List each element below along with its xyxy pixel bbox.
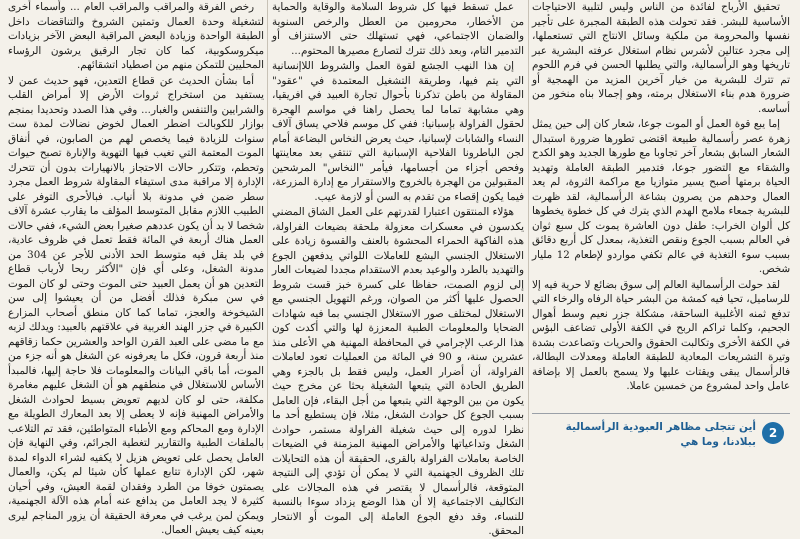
article-column-middle — [272, 0, 524, 537]
pull-quote — [532, 413, 790, 450]
column-divider — [267, 0, 268, 450]
quote-number-badge: 2 — [762, 422, 784, 444]
article-column-right — [532, 0, 790, 450]
paragraph: رخص الفرقة والمراقب والمراقب العام ... وأسماء أخرى لتشغيلة وحدة العمال وتمتين الشروخ والتناقضات داخل الطبقة الواحدة وزيادة البعض المراقبة البعض الآخر بزيادات ميكروسكوبية، كما كان تجار الرقيق يرشون الرؤساء المحليين للتمكن منهم من اصطياد اتشقائهم. — [8, 1, 264, 71]
column-divider — [528, 0, 529, 450]
quote-text: أين تتجلى مظاهر العبودية الرأسمالية ببلادنا، وما هي — [565, 421, 756, 448]
paragraph: إن هذا النهب الجشع لقوة العمل والشروط اللاإنسانية التي يتم فيها، وطريقة التشغيل المعتمدة في "عقود" المقاولة من باطن تذكرنا بأحوال تجارة العبيد في افريقيا، وهي مشابهة تماما لما يحصل راهنا في مواسم الهجرة لحقول الفراولة بإسبانيا: ففي كل موسم فلاحي يساق آلاف النساء والشابات لإسبانيا، حيث يعرض النخاس البضاعة أمام لجن الباطرونا الفلاحية الإسبانية التي تنتقي بعد معاينتها وفحص أجزاء من أجسامها، فيأمر "النخاس" المرشحين المقبولين من الهجرة بالخروج والاستقرار مع إدارة المزرعة، فيما يكون إقصاء من تقدم به السن أو لازمة عيب. — [272, 60, 524, 203]
paragraph: هؤلاء المنتقون اعتبارا لقدرتهم على العمل الشاق المضني يكدسون في معسكرات معزولة ملحقة بضيعات الفراولة، هذه الفاكهة الحمراء المحشوة بالعنف والقسوة زيادة على الاستغلال الجنسي البشع للعاملات اللواتي يدفعهن الجوع والتهديد بالطرد والوعيد بعدم الاستقدام مجددا لضيعات العار إلى لزوم الصمت، حفاظا على كسرة خبز قست شروط الحصول عليها أكثر من الصوان، ورغم التهويل الجنسي مع الاستغلال لمختلف صور الاستغلال الجنسي بما فيه شهادات الضحايا والمعلومات الطبية المعززة لها والتي أكدت كون هذا الرعب الإجرامي في المحافظة المهنية هي الأعلى منذ عشرين سنة، و 90 في المائة من العمليات تعود لعاملات الفراولة، أن أضرار العمل، وليس فقط بل بالجزء وهي الطريق الحادة التي يتبعها الشغيلة بحثا عن مخرج حيث يكون من بين الوجهة التي يتبعها من أجل البقاء، فإن العامل بسبب الجوع كل حوادث الشغل، مثلا، فإن يستطيع أحد ما نظرا لدوره إلى حيث شغيلة الفراولة مستمر، حوادث الشغل وتداعياتها والأمراض المهنية المزمنة في الضيعات الخاصة بعاملات الفراولة بالقرى، الحقيقة أن هذه التحايلات تلك الظروف الجهنمية التي لا يمكن أن تؤدي إلى النتيجة المتوقعة، فالرأسمال لا يقتصر في هذه المجالات على التكاليف الاجتماعية إلا أن هذا الوضع يزداد سوءا بالنسبة للنساء، وقد دفع الجوع العاملة إلى الموت أو الانتحار المحقق. — [272, 206, 524, 537]
paragraph: أما بشأن الحديث عن قطاع التعدين، فهو حديث عمن لا يستفيد من استخراج ثروات الأرض إلا أمراض القلب والشرايين والتنفس والغبار... وفي هذا الصدد وتحديدا بمنجم بوازار للكوبالت اضطر العمال لخوض نضالات لمدة ست سنوات للزيادة فيما يخصص لهم من الصابون، في أنفاق الموت المعتمة التي تغيب فيها التهوية والإنارة تصبح حيوات وتحطم، وتتكرر حالات الاحتجاز بالانهيارات بدون أن تتحرك الإدارة إلا مراقبة مدى استيفاء المقاولة شروط العمل مجرد سطر ضمن في مدونة بلا أنياب. فبالأحرى التوفر على الطبيب اللازم مقابل المتوسط المؤلف ما يقارب عشرة آلاف شخصا لا بد أن يكون عددهم صغيرا بعض الشيء، ففي حالات العمل هناك أربعة في المائة فقط تعمل في ظروف عادية، في بلد يقل فيه متوسط الحد الأدنى للأجر عن 304 من مدونة الشغل، وعلى أي فإن "الأكثر ربحا لأرباب قطاع التعدين هو أن يعمل العبيد حتى الموت وحتى لو كان الموت في سن مبكرة فذلك أفضل من أن يعيشوا إلى سن الشيخوخة والعجز، تماما كما كان منطق أصحاب المزارع الكبيرة في جزر الهند الغربية في علاقتهم بالعبيد: ويدلك لزبه مع ما مضى على العبد القرن الواحد والعشرين حكما زقاقهم منذ أربعة قرون، فكل ما يعرفونه عن الشغل هو أنه جزء من الموت، أما باقي البيانات والمعلومات فلا حاجة إليها، فالمبدأ الأساس للاستغلال في منطقهم هو أن الشغل عليهم مغامرة مكلفة، حتى لو كان لديهم تعويض بسيط لحوادث الشغل والأمراض المهنية فإنه لا يعطى إلا بعد المعارك الطويلة مع الإدارة ومع المحاكم ومع الأطباء المتواطئين، فقد تم التلاعب بالملفات الطبية والتقارير لتغطية الجرائم، وفي النهاية فإن العامل يحصل على تعويض هزيل لا يكفيه لشراء الدواء لمدة شهر، لكن الإدارة تتابع عملها كأن شيئا لم يكن، والعمال يصمتون خوفا من الطرد وفقدان لقمة العيش، وفي أحيان كثيرة لا يجد العامل من يدافع عنه أمام هذه الآلة الجهنمية، ويمكن لمن يرغب في معرفة الحقيقة أن يزور المناجم ليرى بعينه كيف يعيش العمال. — [7, 74, 264, 536]
article-column-left — [7, 0, 264, 536]
paragraph: عمل تسقط فيها كل شروط السلامة والوقاية والحماية من الأخطار، محرومين من العطل والرخص السنوية والضمان الاجتماعي، فهي تستهلك حتى الاستنزاف أو التدمير التام، وبعد ذلك تترك لتصارع مصيرها المحتوم... — [272, 1, 524, 57]
paragraph: لقد حولت الرأسمالية العالم إلى سوق بضائع لا حرية فيه إلا للرساميل، تحيا فيه كمشة من البشر حياة الرفاه والرخاء التي تدفع ثمنه الأغلبية الساحقة، مشكلة جزر نعيم وسط أهوال الجحيم، وكلما تراكم الربح في الكفة الأولى تضاعف البؤس في الكفة الأخرى وتكالبت الحقوق والحريات وتصاعدت بشدة وتيرة التشريعات المعادية للطبقة العاملة ومعدلات البطالة، فالرأسمال يبقى ويقتات عليها ولا يسمح بالعمل إلا بإضافة عامل واحد لمشروع من خمسين عاملا. — [532, 278, 790, 392]
paragraph: تحقيق الأرباح لفائدة من الناس وليس لتلبية الاحتياجات الأساسية للبشر. فقد تحولت هذه الطبقة المجبرة على تأجير نفسها والمحرومة من ملكية وسائل الانتاج التي تستعملها، إلى مجرد عتالين لأشرس نظام استغلال عرفته البشرية عبر تاريخها وهو الرأسمالية، والتي يطلبها الحسن في فرم اللحوم تم تترك للبشرية من خيار آخرين المزيد من الهمجية أو ضرورة هدم بناء الاستغلال برمته، وهو إجمالا بناه منخور من أساسه. — [532, 1, 790, 115]
paragraph: إما يبع قوة العمل أو الموت جوعا، شعار كان إلى حين يمثل زهرة عصر رأسمالية طبيعة اقتضى تطورها ضرورة استبدال الشعار السابق بشعار آخر تجاوبا مع طورها الجديد وهو الكدح والشقاء مع التضور جوعا، فتدمير الطبقة العاملة وتهديد الحياة برمتها أصبح يسير متوازيا مع مراكمة الثروة، لم يعد العمال وحدهم من يصرون بشاعة الرأسمالية، لقد ظهرت للبشرية جمعاء ملامح الهدم الذي يترك في كل خطوة يخطوها كل ألوان الخراب: طفل دون العاشرة يموت كل سبع ثوان في العالم بسبب الجوع ونقص التغذية، بمعدل كل أربع دقائق بسبب سوء التغذية في عالم تكفي مواردو لإطعام 12 مليار شخص. — [532, 118, 790, 275]
